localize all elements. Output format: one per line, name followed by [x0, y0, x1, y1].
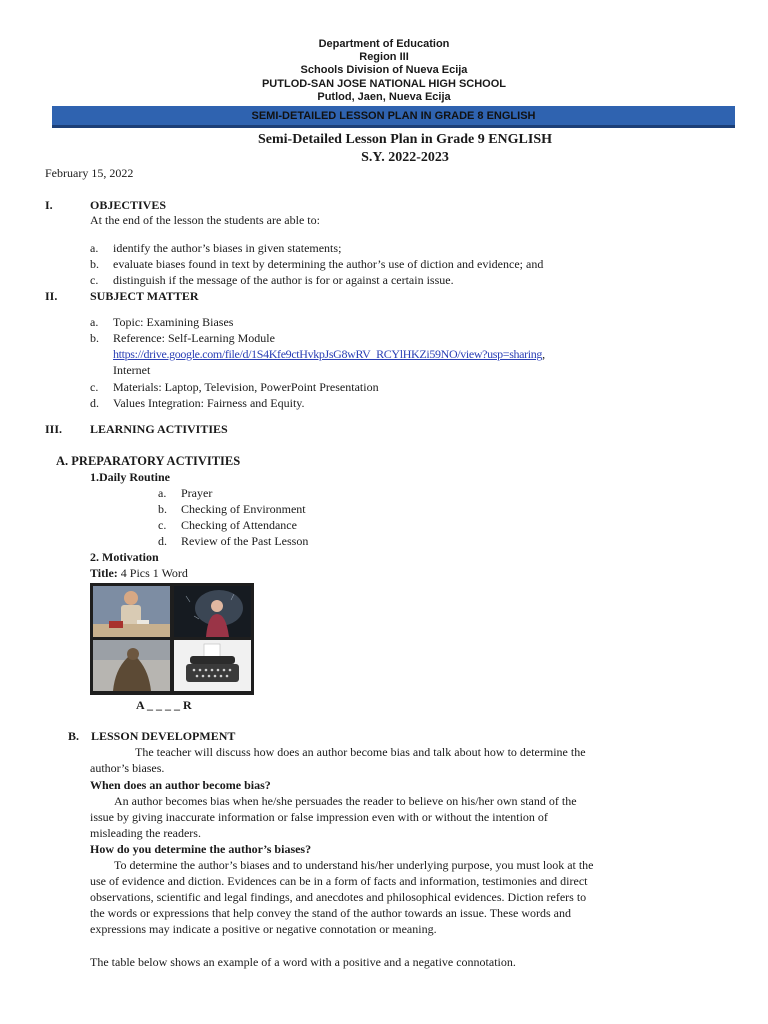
- question-heading: When does an author become bias?: [90, 778, 271, 792]
- reference-internet: Internet: [113, 363, 151, 377]
- objective-letter: a.: [90, 241, 99, 255]
- title-value: 4 Pics 1 Word: [120, 566, 188, 580]
- subject-values: Values Integration: Fairness and Equity.: [113, 396, 305, 410]
- routine-letter: c.: [158, 518, 167, 532]
- routine-letter: b.: [158, 502, 167, 516]
- motivation-heading: 2. Motivation: [90, 550, 159, 564]
- objective-item: identify the author’s biases in given statements;: [113, 241, 342, 255]
- objectives-number: I.: [45, 198, 53, 212]
- subject-letter: c.: [90, 380, 99, 394]
- division-line: Schools Division of Nueva Ecija: [300, 64, 468, 76]
- link-comma: ,: [542, 347, 546, 361]
- routine-item: Prayer: [181, 486, 213, 500]
- answer-paragraph: issue by giving inaccurate information or false impression even with or without the intention of: [90, 810, 548, 824]
- activities-heading: LEARNING ACTIVITIES: [90, 422, 228, 436]
- subject-letter: b.: [90, 331, 99, 345]
- routine-item: Review of the Past Lesson: [181, 534, 309, 548]
- answer-paragraph: the words or expressions that help convey the stand of the author towards an issue. These words and: [90, 906, 572, 920]
- subject-topic: Topic: Examining Biases: [113, 315, 234, 329]
- objective-letter: b.: [90, 257, 99, 271]
- subject-materials: Materials: Laptop, Television, PowerPoint Presentation: [113, 380, 379, 394]
- document-title: Semi-Detailed Lesson Plan in Grade 9 ENGLISH: [257, 132, 553, 147]
- objectives-heading: OBJECTIVES: [90, 198, 167, 212]
- answer-paragraph: observations, scientific and legal findings, and anecdotes and philosophical evidences. Diction refers to: [90, 890, 587, 904]
- subject-letter: d.: [90, 396, 99, 410]
- answer-paragraph: misleading the readers.: [90, 826, 201, 840]
- region-line: Region III: [359, 51, 409, 63]
- subject-number: II.: [45, 289, 58, 303]
- development-intro: The teacher will discuss how does an author become bias and talk about how to determine the: [135, 745, 586, 759]
- title-label: Title:: [90, 566, 118, 580]
- objective-letter: c.: [90, 273, 99, 287]
- lesson-date: February 15, 2022: [45, 166, 134, 180]
- development-letter: B.: [68, 729, 80, 743]
- four-pics-image-grid: [90, 583, 254, 695]
- daily-routine-heading: 1.Daily Routine: [90, 470, 171, 484]
- answer-paragraph: use of evidence and diction. Evidences can be in a form of facts and information, testimonies and direct: [90, 874, 588, 888]
- routine-item: Checking of Environment: [181, 502, 306, 516]
- routine-item: Checking of Attendance: [181, 518, 297, 532]
- picture-man-reading: [93, 586, 170, 637]
- school-name-line: PUTLOD-SAN JOSE NATIONAL HIGH SCHOOL: [261, 78, 507, 90]
- preparatory-heading: A. PREPARATORY ACTIVITIES: [56, 454, 241, 468]
- objective-item: evaluate biases found in text by determining the author’s use of diction and evidence; and: [113, 257, 544, 271]
- question-heading: How do you determine the author’s biases?: [90, 842, 312, 856]
- school-year: S.Y. 2022-2023: [361, 150, 449, 165]
- picture-statue: [93, 640, 170, 691]
- subject-heading: SUBJECT MATTER: [90, 289, 199, 303]
- development-intro: author’s biases.: [90, 761, 165, 775]
- school-address-line: Putlod, Jaen, Nueva Ecija: [317, 91, 451, 103]
- banner-text: SEMI-DETAILED LESSON PLAN IN GRADE 8 ENGLISH: [251, 110, 536, 122]
- objective-item: distinguish if the message of the author is for or against a certain issue.: [113, 273, 454, 287]
- subject-letter: a.: [90, 315, 99, 329]
- motivation-title: [90, 566, 188, 581]
- reference-link-line: [113, 347, 545, 362]
- picture-typewriter: [174, 640, 251, 691]
- routine-letter: d.: [158, 534, 167, 548]
- routine-letter: a.: [158, 486, 167, 500]
- answer-paragraph: To determine the author’s biases and to understand his/her underlying purpose, you must look at the: [114, 858, 594, 872]
- development-heading: LESSON DEVELOPMENT: [91, 729, 236, 743]
- reference-link[interactable]: https://drive.google.com/file/d/1S4Kfe9ctHvkpJsG8wRV_RCYlHKZi59NO/view?usp=sharing: [113, 347, 543, 361]
- answer-paragraph: An author becomes bias when he/she persuades the reader to believe on his/her own stand of the: [114, 794, 577, 808]
- table-intro: The table below shows an example of a word with a positive and a negative connotation.: [90, 955, 516, 969]
- lesson-plan-banner: [52, 106, 735, 128]
- subject-reference: Reference: Self-Learning Module: [113, 331, 275, 345]
- objectives-intro: At the end of the lesson the students are able to:: [90, 213, 320, 227]
- department-line: Department of Education: [318, 38, 450, 50]
- answer-paragraph: expressions may indicate a positive or negative connotation or meaning.: [90, 922, 437, 936]
- activities-number: III.: [45, 422, 63, 436]
- puzzle-answer: A _ _ _ _ R: [136, 698, 192, 712]
- picture-woman-thinking: [174, 586, 251, 637]
